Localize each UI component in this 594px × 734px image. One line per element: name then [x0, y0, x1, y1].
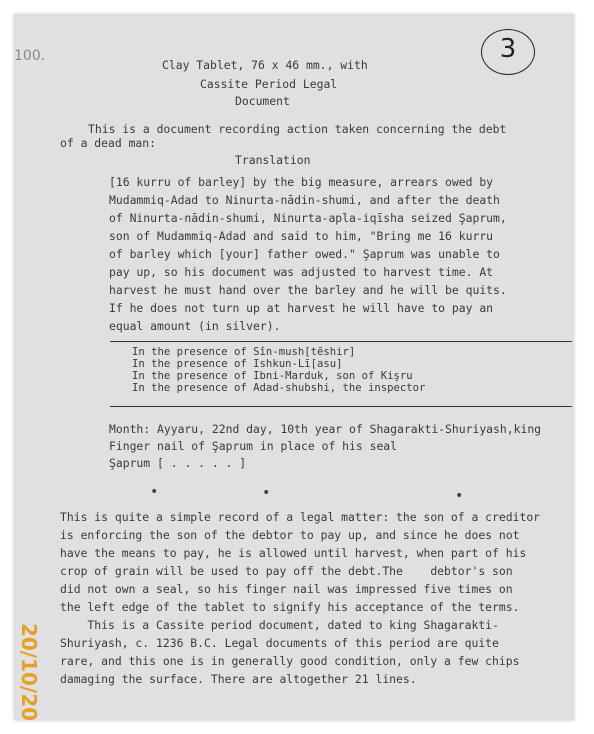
translation-line: If he does not turn up at harvest he will have to pay an [109, 301, 494, 315]
signature-line: Şaprum [ . . . . . ] [109, 456, 247, 470]
witness-line: In the presence of Ishkun-Lī[asu] [132, 358, 343, 370]
date-line: Month: Ayyaru, 22nd day, 10th year of Shagarakti-Shuriyash,king [109, 422, 542, 436]
commentary-line: rare, and this one is in generally good condition, only a few chips [60, 654, 520, 668]
witness-line: In the presence of Adad-shubshi, the inspector [132, 382, 426, 394]
translation-line: pay up, so his document was adjusted to harvest time. At [109, 265, 494, 279]
commentary-line: damaging the surface. There are altogether 21 lines. [60, 672, 417, 686]
translation-line: son of Mudammiq-Adad and said to him, "Bring me 16 kurru [109, 229, 494, 243]
divider-rule [110, 406, 572, 407]
page-number: 100. [14, 48, 46, 64]
intro-line-2: of a dead man: [60, 136, 157, 150]
commentary-line: is enforcing the son of the debtor to pay up, and since he does not [60, 528, 520, 542]
translation-line: [16 kurru of barley] by the big measure, arrears owed by [109, 175, 494, 189]
commentary-line: have the means to pay, he is allowed until harvest, when part of his [60, 546, 527, 560]
translation-line: Mudammiq-Adad to Ninurta-nādin-shumi, and after the death [109, 193, 500, 207]
separator-dot: • [150, 484, 159, 500]
commentary-line: the left edge of the tablet to signify his acceptance of the terms. [60, 600, 520, 614]
separator-dot: • [262, 485, 271, 501]
circled-page-marker [481, 29, 535, 75]
photo-date-stamp [16, 620, 42, 724]
commentary-line: did not own a seal, so his finger nail was impressed five times on [60, 582, 513, 596]
intro-line-1: This is a document recording action taken concerning the debt [88, 122, 507, 136]
translation-line: equal amount (in silver). [109, 319, 281, 333]
header-line-1: Clay Tablet, 76 x 46 mm., with [162, 58, 368, 72]
divider-rule [110, 341, 572, 342]
translation-heading: Translation [235, 153, 311, 167]
separator-dot: • [455, 488, 464, 504]
translation-line: of barley which [your] father owed." Şaprum was unable to [109, 247, 500, 261]
commentary-line: This is a Cassite period document, dated to king Shagarakti- [60, 618, 499, 632]
commentary-line: This is quite a simple record of a legal matter: the son of a creditor [60, 510, 541, 524]
header-line-2: Cassite Period Legal [200, 77, 338, 91]
witness-line: In the presence of Sîn-mush[tēshir] [132, 346, 356, 358]
witness-line: In the presence of Ibni-Marduk, son of Kişru [132, 370, 413, 382]
commentary-line: crop of grain will be used to pay off the debt.The debtor's son [60, 564, 513, 578]
header-line-3: Document [235, 94, 290, 108]
date-stamp-text: 20/10/20 [17, 622, 41, 722]
seal-line: Finger nail of Şaprum in place of his seal [109, 439, 398, 453]
translation-line: of Ninurta-nādin-shumi, Ninurta-apla-iqīsha seized Şaprum, [109, 211, 507, 225]
commentary-line: Shuriyash, c. 1236 B.C. Legal documents of this period are quite [60, 636, 499, 650]
circled-number: 3 [499, 34, 517, 64]
translation-line: harvest he must hand over the barley and he will be quits. [109, 283, 507, 297]
